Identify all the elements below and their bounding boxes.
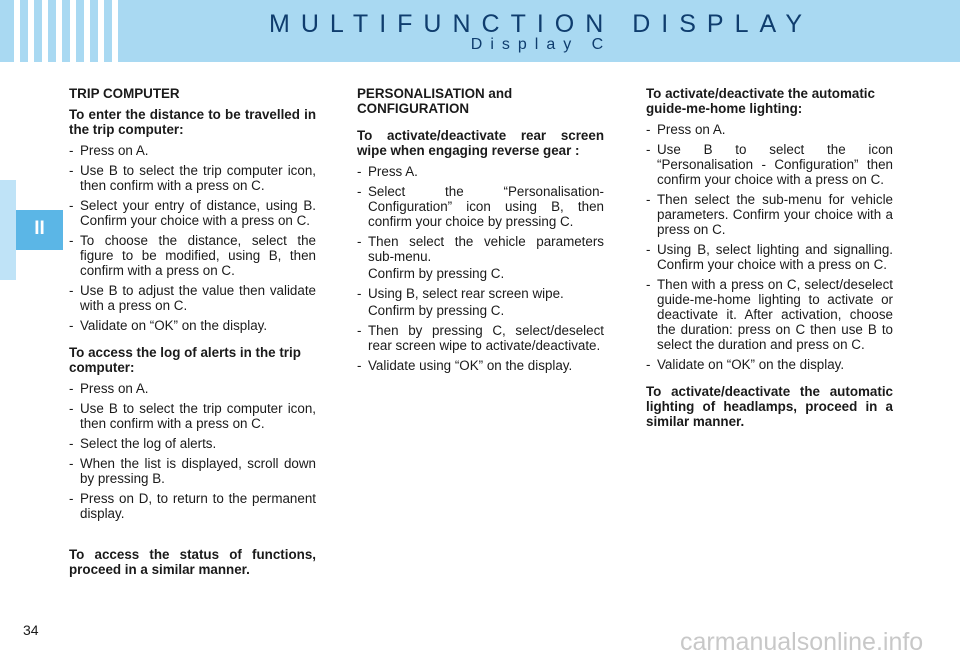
list-item: - Use B to adjust the value then validate with a press on C. [69,283,316,313]
section-tab-label: II [34,218,45,239]
list-item: - Select the log of alerts. [69,436,316,451]
column-trip-computer [69,86,316,583]
column-personalisation [357,86,604,378]
list-item: - Use B to select the trip computer icon, then confirm with a press on C. [69,401,316,431]
watermark: carmanualsonline.info [680,628,924,656]
list-item: - Press on A. [646,122,893,137]
list-item: - Validate on “OK” on the display. [69,318,316,333]
list-item: - Validate using “OK” on the display. [357,358,604,373]
list-item: - Select the “Personalisation-Configuration” icon using B, then confirm your choice by pressing C. [357,184,604,229]
section-heading: To activate/deactivate the automatic guide-me-home lighting: [646,86,875,116]
section-heading: TRIP COMPUTER [69,86,180,101]
list-item: - Press A. [357,164,604,179]
subheading: To access the log of alerts in the trip computer: [69,345,301,375]
section-heading: PERSONALISATION and CONFIGURATION [357,86,513,116]
list-item: - Validate on “OK” on the display. [646,357,893,372]
list-item: - Using B, select lighting and signalling. Confirm your choice with a press on C. [646,242,893,272]
list-item: - Use B to select the icon “Personalisation - Configuration” then confirm your choice with a press on C. [646,142,893,187]
page-title: MULTIFUNCTION DISPLAY [269,10,813,38]
header-stripes [0,0,122,62]
list-note: Confirm by pressing C. [368,303,505,318]
subheading: To activate/deactivate rear screen wipe when engaging reverse gear : [357,128,604,158]
page-header [0,0,960,62]
list-note: Confirm by pressing C. [368,266,505,281]
list-item: - Then with a press on C, select/deselect guide-me-home lighting to activate or deactivate it. After activation, choose the duration: press on C then use B to select the duration and press on C. [646,277,893,352]
list-item: - Select your entry of distance, using B. Confirm your choice with a press on C. [69,198,316,228]
list-item: - Then select the sub-menu for vehicle parameters. Confirm your choice with a press on C. [646,192,893,237]
list-item: - Then by pressing C, select/deselect rear screen wipe to activate/deactivate. [357,323,604,353]
closing-note: To access the status of functions, proceed in a similar manner. [69,547,316,577]
subheading: To enter the distance to be travelled in the trip computer: [69,107,316,137]
section-tab [16,210,63,250]
page-number: 34 [23,622,39,638]
list-item: - Press on D, to return to the permanent display. [69,491,316,521]
list-item: - Press on A. [69,143,316,158]
list-item: - When the list is displayed, scroll down by pressing B. [69,456,316,486]
side-bar [0,180,16,280]
list-item: - Using B, select rear screen wipe. [357,286,604,301]
column-guide-me-home [646,86,893,435]
list-item: - Press on A. [69,381,316,396]
list-item: - Then select the vehicle parameters sub-menu. [357,234,604,264]
page-subtitle: Display C [470,36,612,53]
closing-note: To activate/deactivate the automatic lighting of headlamps, proceed in a similar manner. [646,384,893,429]
list-item: - Use B to select the trip computer icon, then confirm with a press on C. [69,163,316,193]
list-item: - To choose the distance, select the figure to be modified, using B, then confirm with a press on C. [69,233,316,278]
